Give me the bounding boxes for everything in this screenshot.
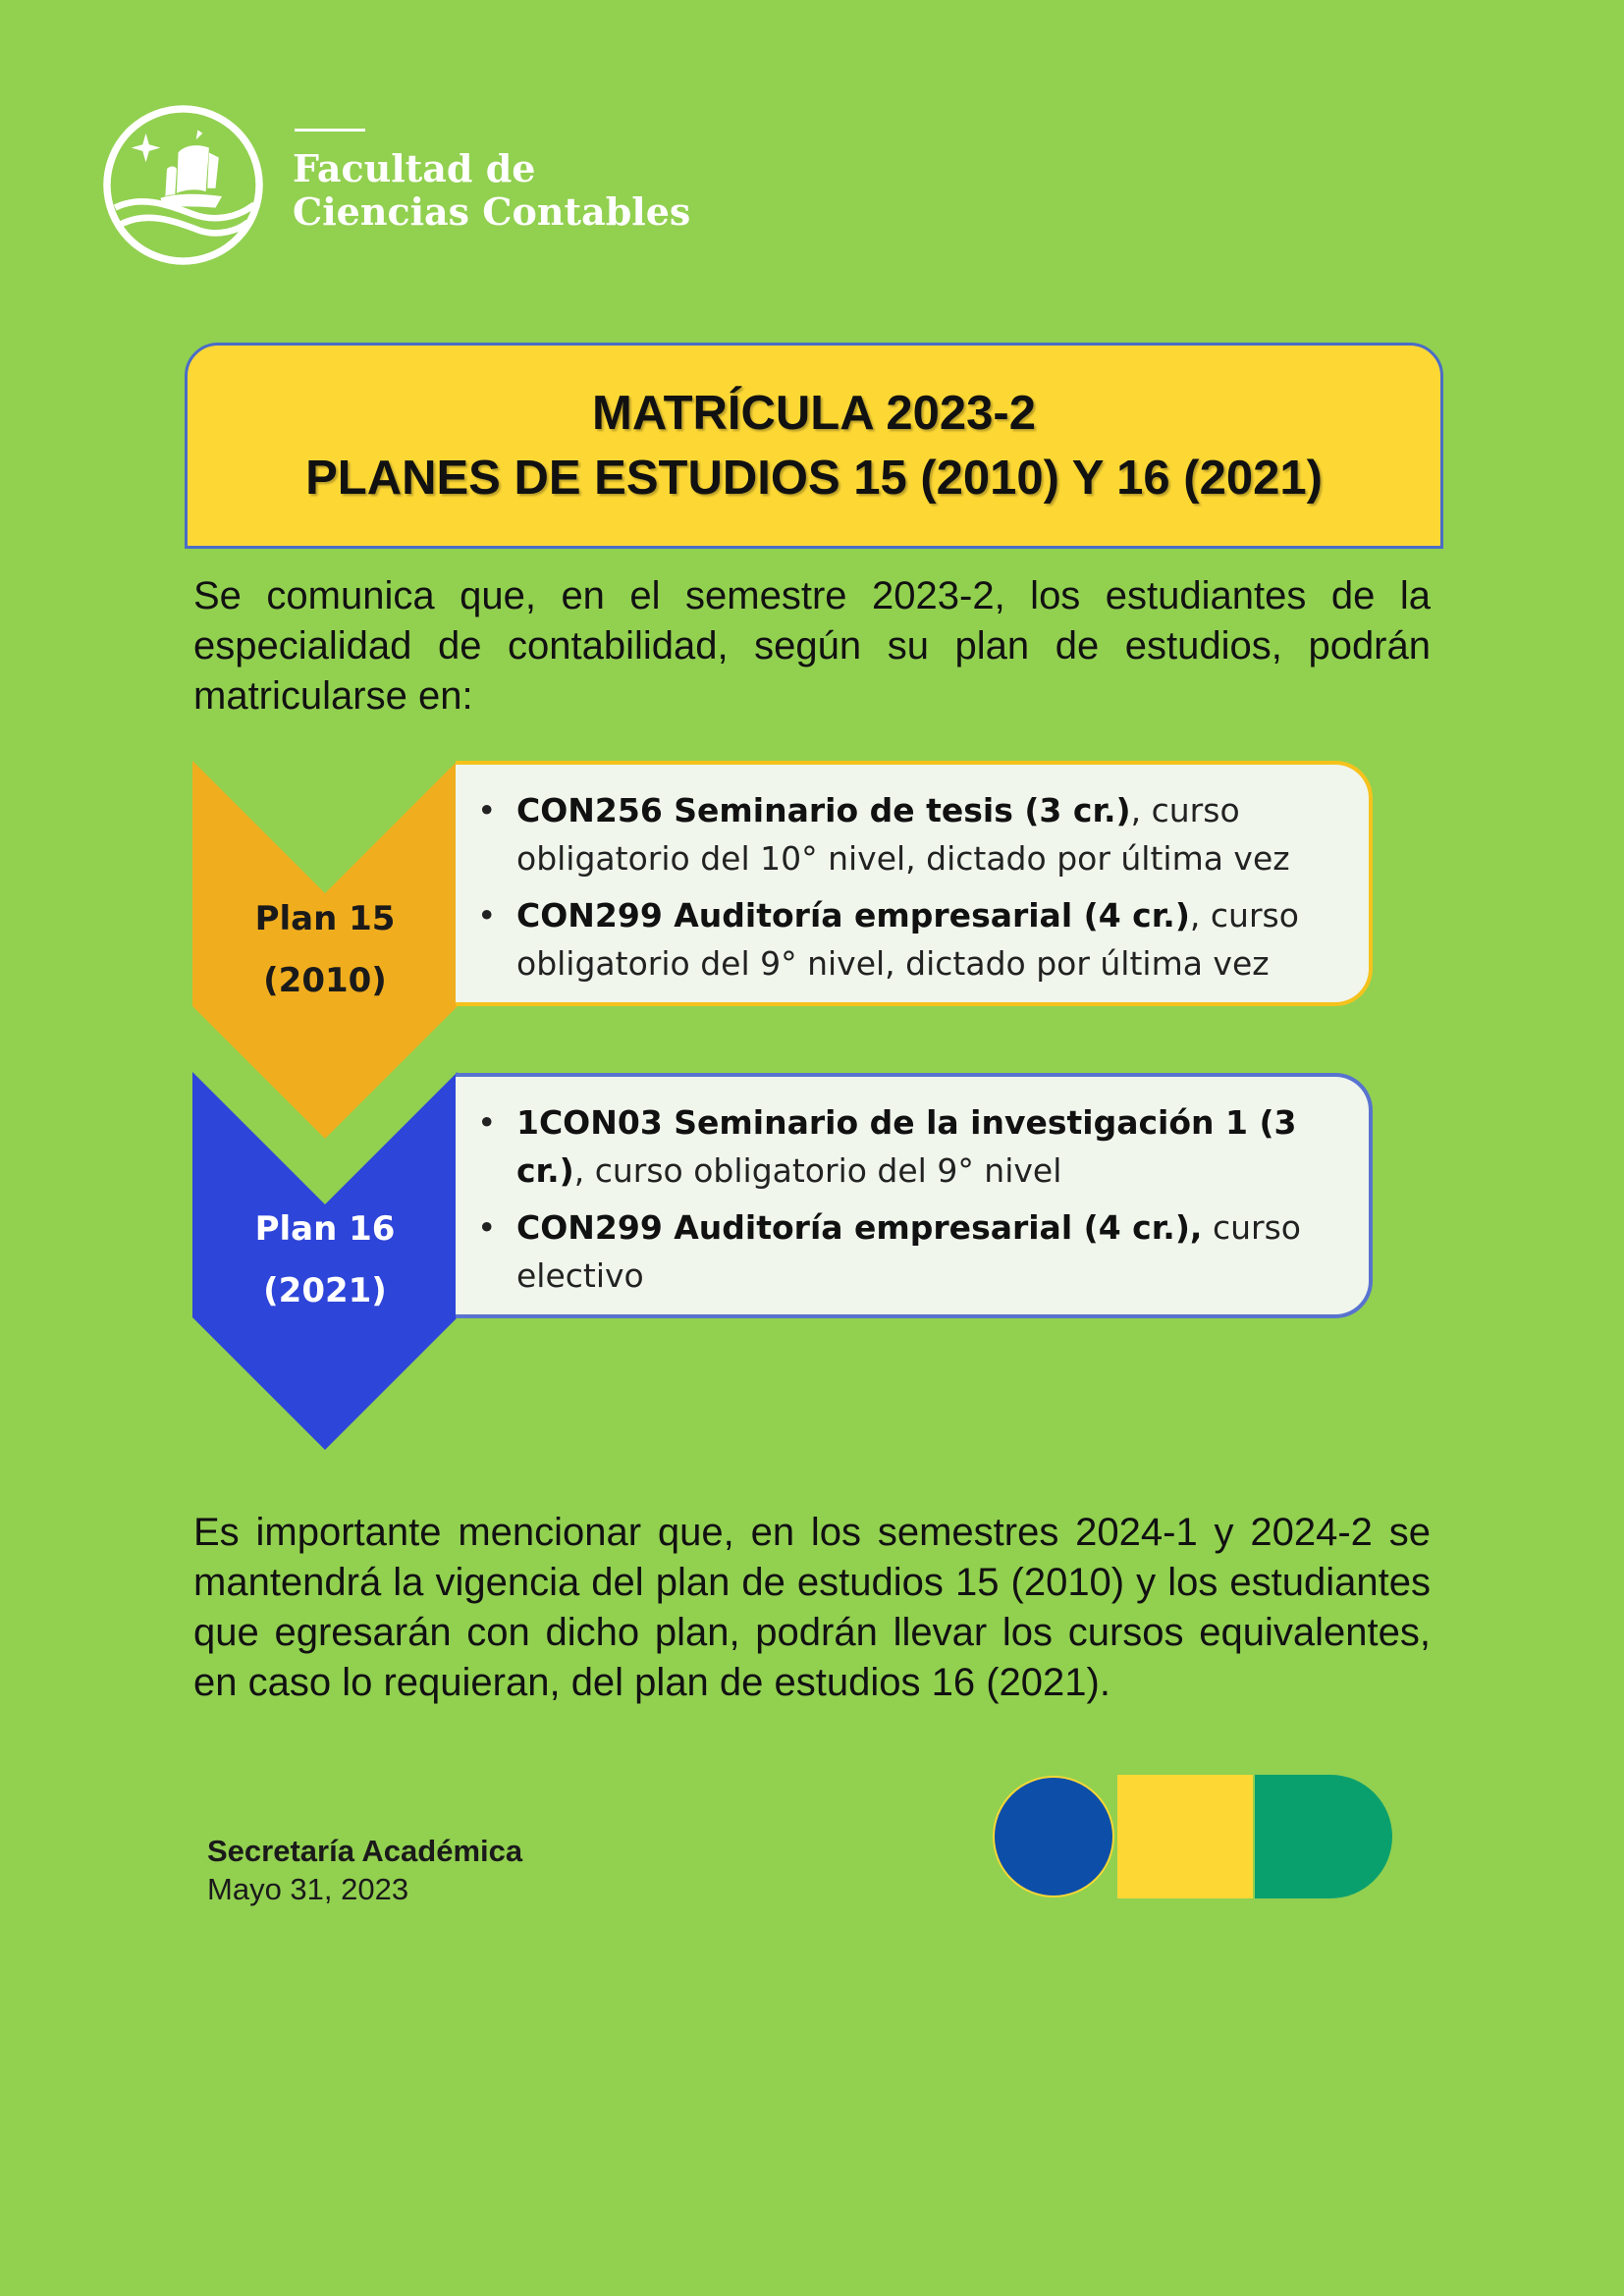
- plan-16-chevron: [192, 1072, 458, 1450]
- closing-paragraph: Es importante mencionar que, en los semestres 2024-1 y 2024-2 se mantendrá la vigencia del plan de estudios 15 (2010) y los estudiantes que egresarán con dicho plan, podrán llevar los cursos equivalentes, en caso lo requieran, del plan de estudios 16 (2021).: [193, 1511, 1431, 1704]
- faculty-name: [293, 147, 690, 234]
- title-line-1: MATRÍCULA 2023-2: [592, 387, 1036, 440]
- course-detail: curso electivo: [516, 1208, 1301, 1295]
- title-line-2: PLANES DE ESTUDIOS 15 (2010) Y 16 (2021): [305, 452, 1323, 505]
- plan-16-courses-box: [456, 1073, 1373, 1318]
- list-item: [475, 1203, 1353, 1300]
- plan-16-label-year: (2021): [263, 1271, 387, 1310]
- bullet-icon: •: [477, 791, 497, 829]
- signature-date: Mayo 31, 2023: [207, 1872, 409, 1906]
- brand-green-capsule: [1255, 1775, 1392, 1898]
- brand-yellow-square: [1117, 1775, 1253, 1898]
- title-banner: [185, 343, 1443, 549]
- course-name: CON256 Seminario de tesis (3 cr.): [516, 791, 1131, 829]
- header-rule: [295, 129, 365, 132]
- faculty-name-line-2: Ciencias Contables: [293, 189, 691, 234]
- bullet-icon: •: [477, 1208, 497, 1247]
- list-item: [475, 891, 1353, 988]
- plan-16-course-list: [475, 1098, 1353, 1300]
- signature-title: Secretaría Académica: [207, 1834, 523, 1868]
- brand-shapes-icon: [992, 1775, 1392, 1898]
- course-name: CON299 Auditoría empresarial (4 cr.): [516, 896, 1190, 934]
- signature-block: [207, 1832, 522, 1908]
- ship-logo-icon: [102, 104, 264, 266]
- list-item: [475, 1098, 1353, 1195]
- bullet-icon: •: [477, 1103, 497, 1142]
- bullet-icon: •: [477, 896, 497, 934]
- course-name: CON299 Auditoría empresarial (4 cr.),: [516, 1208, 1203, 1247]
- plan-15-label-year: (2010): [263, 961, 387, 1000]
- plan-16-label-name: Plan 16: [254, 1209, 396, 1249]
- course-detail: , curso obligatorio del 10° nivel, dictado por última vez: [516, 791, 1290, 878]
- list-item: [475, 786, 1353, 882]
- plan-15-courses-box: [456, 761, 1373, 1006]
- plan-16-label: [192, 1199, 458, 1322]
- brand-blue-circle: [994, 1777, 1113, 1896]
- plan-15-course-list: [475, 786, 1353, 988]
- plan-15-label-name: Plan 15: [254, 899, 396, 938]
- intro-paragraph: Se comunica que, en el semestre 2023-2, los estudiantes de la especialidad de contabilidad, según su plan de estudios, podrán matricularse en:: [193, 574, 1431, 718]
- course-name: 1CON03 Seminario de la investigación 1 (3 cr.): [516, 1103, 1297, 1190]
- course-detail: , curso obligatorio del 9° nivel, dictado por última vez: [516, 896, 1299, 983]
- plan-15-label: [192, 888, 458, 1012]
- faculty-name-line-1: Facultad de: [293, 146, 536, 190]
- course-detail: , curso obligatorio del 9° nivel: [573, 1151, 1062, 1190]
